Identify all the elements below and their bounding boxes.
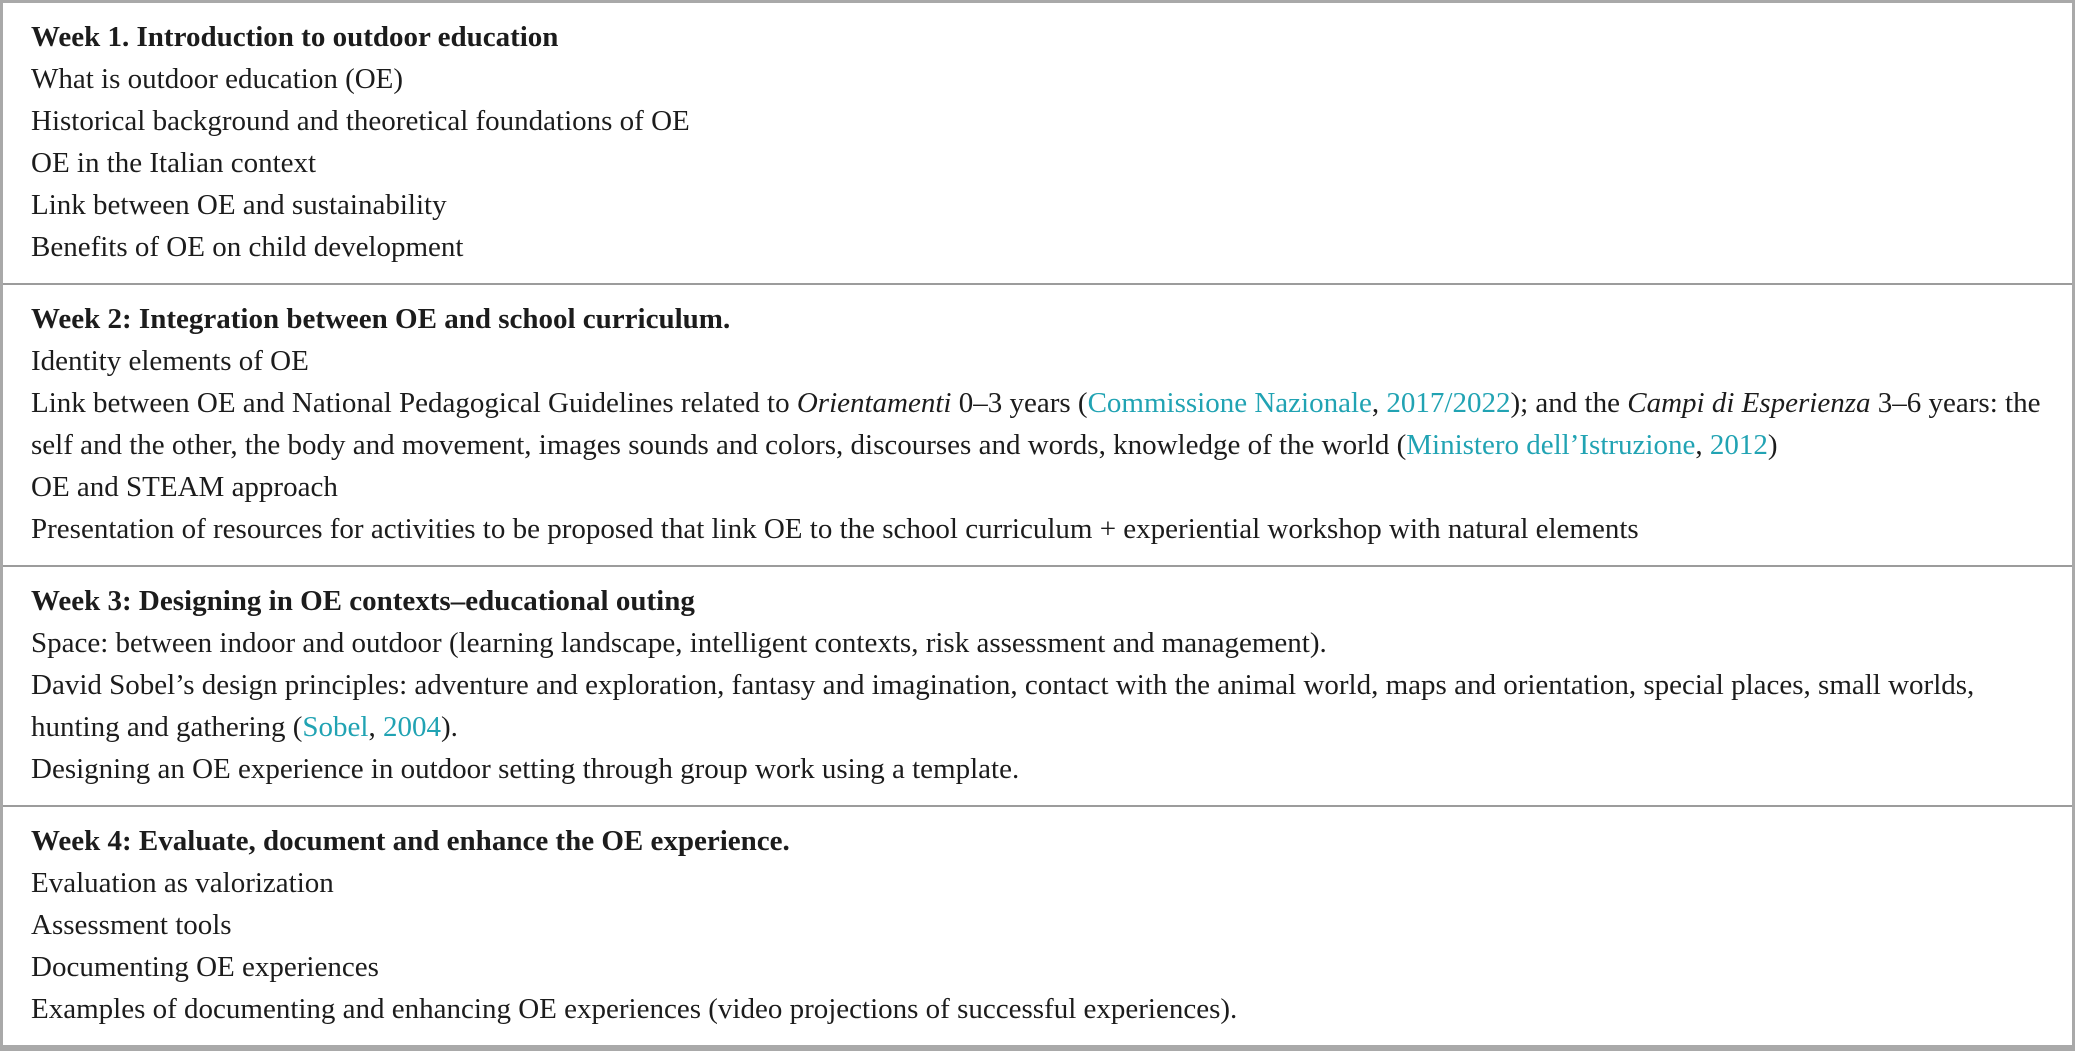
topic-line: [31, 622, 2044, 664]
text-segment: Space: between indoor and outdoor (learning landscape, intelligent contexts, risk assessment and management).: [31, 627, 1327, 659]
citation-link[interactable]: 2017/2022: [1386, 387, 1511, 419]
week-heading: Week 3: Designing in OE contexts–educational outing: [31, 585, 695, 617]
topic-line: [31, 184, 2044, 226]
week-row-2: [3, 283, 2072, 565]
text-segment: ).: [440, 711, 458, 743]
week-row-1: [3, 3, 2072, 283]
text-segment: Benefits of OE on child development: [31, 231, 464, 263]
topic-line: [31, 466, 2044, 508]
italic-term: Campi di Esperienza: [1627, 387, 1871, 419]
week-row-3: [3, 565, 2072, 805]
topic-line: [31, 988, 2044, 1030]
text-segment: OE in the Italian context: [31, 147, 317, 179]
text-segment: ,: [1695, 429, 1710, 461]
topic-line: [31, 340, 2044, 382]
text-segment: Link between OE and sustainability: [31, 189, 447, 221]
text-segment: Examples of documenting and enhancing OE experiences (video projections of successful experiences).: [31, 993, 1238, 1025]
text-segment: 3–6 years: the self and the other, the body and movement, images sounds and colors, discourses and words, knowledge of the world (: [31, 387, 2041, 461]
topic-line: [31, 382, 2044, 466]
topic-line: [31, 862, 2044, 904]
text-segment: David Sobel’s design principles: adventure and exploration, fantasy and imagination, contact with the animal world, maps and orientation, special places, small worlds, hunting and gathering (: [31, 669, 1975, 743]
text-segment: Presentation of resources for activities to be proposed that link OE to the school curriculum + experiential workshop with natural elements: [31, 513, 1639, 545]
text-segment: Designing an OE experience in outdoor setting through group work using a template.: [31, 753, 1020, 785]
text-segment: Assessment tools: [31, 909, 232, 941]
italic-term: Orientamenti: [796, 387, 952, 419]
text-segment: 0–3 years (: [951, 387, 1088, 419]
topic-line: [31, 904, 2044, 946]
citation-link[interactable]: Ministero dell’Istruzione: [1406, 429, 1696, 461]
text-segment: Historical background and theoretical foundations of OE: [31, 105, 690, 137]
text-segment: ,: [368, 711, 383, 743]
topic-line: [31, 142, 2044, 184]
citation-link[interactable]: 2004: [382, 711, 441, 743]
week-heading: Week 2: Integration between OE and school curriculum.: [31, 303, 731, 335]
topic-line: [31, 226, 2044, 268]
topic-line: [31, 100, 2044, 142]
text-segment: Documenting OE experiences: [31, 951, 379, 983]
citation-link[interactable]: Sobel: [302, 711, 369, 743]
citation-link[interactable]: Commissione Nazionale: [1087, 387, 1372, 419]
text-segment: Identity elements of OE: [31, 345, 309, 377]
citation-link[interactable]: 2012: [1709, 429, 1768, 461]
topic-line: [31, 946, 2044, 988]
text-segment: Link between OE and National Pedagogical Guidelines related to: [31, 387, 797, 419]
topic-line: [31, 664, 2044, 748]
text-segment: ,: [1371, 387, 1387, 419]
text-segment: ); and the: [1510, 387, 1628, 419]
topic-line: [31, 748, 2044, 790]
text-segment: What is outdoor education (OE): [31, 63, 404, 95]
week-heading: Week 4: Evaluate, document and enhance the OE experience.: [31, 825, 790, 857]
week-row-4: [3, 805, 2072, 1045]
text-segment: OE and STEAM approach: [31, 471, 338, 503]
text-segment: Evaluation as valorization: [31, 867, 334, 899]
topic-line: [31, 58, 2044, 100]
week-heading: Week 1. Introduction to outdoor education: [31, 21, 559, 53]
topic-line: [31, 508, 2044, 550]
text-segment: ): [1767, 429, 1778, 461]
